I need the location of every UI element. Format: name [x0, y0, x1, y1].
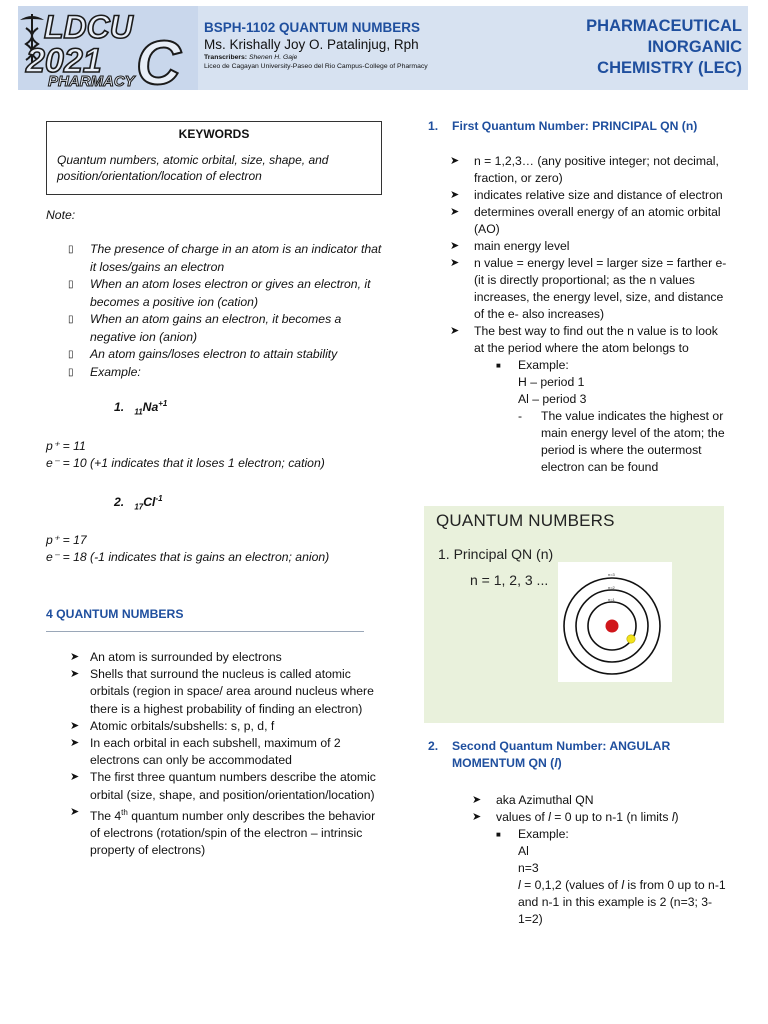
slide-subtitle: 1. Principal QN (n)	[438, 546, 554, 562]
list-item: ➤ In each orbital in each subshell, maximum of 2 electrons can only be accommodated	[70, 736, 341, 768]
subject-title	[522, 16, 742, 79]
principal-example-line: Al – period 3	[518, 392, 587, 406]
subject-line: CHEMISTRY (LEC)	[597, 59, 742, 77]
shell-label: n=2	[608, 585, 615, 590]
arrow-bullet-icon: ➤	[472, 794, 482, 806]
arrow-bullet-icon: ➤	[70, 719, 80, 732]
arrow-bullet-icon: ➤	[70, 771, 80, 784]
example-1-body	[46, 438, 386, 472]
list-item: ▯ When an atom gains an electron, it becomes a negative ion (anion)	[68, 312, 342, 344]
arrow-bullet-icon: ➤	[70, 737, 80, 750]
keywords-text: Quantum numbers, atomic orbital, size, shape, and position/orientation/location of electron	[57, 153, 329, 183]
example-1-heading: 1. $_{11}Na^{+1}$	[114, 399, 168, 417]
example-2-protons: p⁺ = 17	[46, 533, 87, 547]
principal-example-note: - The value indicates the highest or main energy level of the atom; the period is where the outermost electron can be found	[518, 409, 725, 474]
square-bullet-icon: ■	[496, 361, 501, 370]
list-item: ➤ The 4th quantum number only describes the behavior of electrons (rotation/spin of the electron – intrinsic property of electrons)	[70, 805, 376, 858]
keywords-box	[46, 121, 382, 195]
angular-qn-heading: 2. Second Quantum Number: ANGULAR MOMENTUM QN (l)	[428, 739, 671, 770]
list-item: ▯ When an atom loses electron or gives an electron, it becomes a positive ion (cation)	[68, 277, 371, 309]
quantum-numbers-slide	[424, 506, 724, 723]
arrow-bullet-icon: ➤	[472, 811, 482, 823]
example-1-electrons: e⁻ = 10 (+1 indicates that it loses 1 electron; cation)	[46, 455, 325, 470]
course-title: BSPH-1102 QUANTUM NUMBERS	[204, 20, 421, 35]
logo-letter: C	[136, 29, 181, 90]
logo-line3: PHARMACY	[48, 73, 135, 90]
angular-example-line: Al	[518, 844, 529, 858]
subject-line: PHARMACEUTICAL	[586, 17, 742, 35]
school-name: Liceo de Cagayan University-Paseo del Rio Campus-College of Pharmacy	[204, 63, 428, 70]
list-item: ➤ n = 1,2,3… (any positive integer; not decimal, fraction, or zero)	[450, 154, 719, 185]
note-list	[46, 241, 386, 381]
list-item: ➤ Shells that surround the nucleus is called atomic orbitals (region in space/ area around nucleus where there is a highest probability of finding an electron)	[70, 667, 374, 716]
list-item: ▯ The presence of charge in an atom is an indicator that it loses/gains an electron	[68, 242, 382, 274]
shell-label: n=1	[608, 597, 615, 602]
square-bullet-icon: ▯	[68, 349, 74, 360]
right-column	[424, 118, 730, 476]
arrow-bullet-icon: ➤	[450, 325, 460, 337]
angular-qn-list	[424, 792, 730, 826]
transcribers	[204, 53, 504, 62]
list-item: ➤ main energy level	[450, 239, 570, 253]
angular-example-label: ■ Example:	[496, 827, 569, 841]
four-qn-list	[46, 649, 386, 860]
list-item: ➤ Atomic orbitals/subshells: s, p, d, f	[46, 718, 386, 735]
angular-example-line: n=3	[518, 861, 539, 875]
list-item: ▯ Example:	[46, 364, 386, 382]
example-1-protons: p⁺ = 11	[46, 438, 86, 453]
arrow-bullet-icon: ➤	[70, 805, 80, 818]
arrow-bullet-icon: ➤	[450, 189, 460, 201]
principal-qn-list	[424, 153, 730, 357]
slide-title: QUANTUM NUMBERS	[436, 511, 615, 530]
arrow-bullet-icon: ➤	[450, 155, 460, 167]
arrow-bullet-icon: ➤	[450, 257, 460, 269]
atom-shell-diagram	[558, 562, 672, 682]
list-item: ➤ values of l = 0 up to n-1 (n limits l)	[472, 810, 679, 824]
electron-icon	[627, 635, 635, 643]
transcribers-label: Transcribers:	[204, 54, 248, 61]
list-item: ➤ The best way to find out the n value is to look at the period where the atom belongs to	[450, 324, 718, 355]
list-item: ➤ aka Azimuthal QN	[472, 793, 594, 807]
list-item: ➤ determines overall energy of an atomic orbital (AO)	[450, 205, 721, 236]
square-bullet-icon: ▯	[68, 314, 74, 325]
atom-diagram-svg	[558, 562, 672, 682]
list-item: ➤ n value = energy level = larger size = farther e- (it is directly proportional; as the n values increases, the energy level, size, and distance of the e- also increases)	[450, 256, 727, 321]
nucleus-icon	[606, 620, 619, 633]
subject-line: INORGANIC	[647, 38, 742, 56]
angular-qn-section	[424, 738, 730, 928]
arrow-bullet-icon: ➤	[70, 668, 80, 681]
list-item: ▯ An atom gains/loses electron to attain stability	[46, 346, 386, 364]
left-column	[46, 121, 386, 860]
principal-qn-heading: 1. First Quantum Number: PRINCIPAL QN (n)	[428, 119, 698, 133]
list-item: ➤ An atom is surrounded by electrons	[46, 649, 386, 666]
ldcu-pharmacy-logo	[18, 6, 198, 90]
arrow-bullet-icon: ➤	[70, 651, 80, 663]
note-label: Note:	[46, 208, 76, 222]
logo-line2: 2021	[26, 42, 102, 80]
teacher-name: Ms. Krishally Joy O. Patalinjug, Rph	[204, 37, 419, 52]
list-item: ➤ indicates relative size and distance of electron	[450, 188, 723, 202]
example-2-heading: 2. $_{17}Cl^{-1}$	[114, 493, 163, 511]
shell-label: n=3	[608, 572, 615, 577]
square-bullet-icon: ▯	[68, 244, 74, 255]
example-2-electrons: e⁻ = 18 (-1 indicates that is gains an electron; anion)	[46, 550, 330, 564]
four-qn-title: 4 QUANTUM NUMBERS	[46, 606, 364, 632]
square-bullet-icon: ▯	[68, 366, 74, 378]
square-bullet-icon: ■	[496, 830, 501, 839]
angular-example-values: l = 0,1,2 (values of l is from 0 up to n-1 and n-1 in this example is 2 (n=3; 3-1=2)	[518, 878, 726, 926]
dash-bullet-icon: -	[518, 409, 523, 423]
principal-example-line: H – period 1	[518, 375, 585, 389]
principal-example-label: ■ Example:	[496, 358, 569, 372]
header-course-info	[204, 20, 504, 71]
arrow-bullet-icon: ➤	[450, 206, 460, 218]
arrow-bullet-icon: ➤	[450, 240, 460, 252]
example-2-body	[46, 532, 386, 566]
square-bullet-icon: ▯	[68, 279, 74, 290]
slide-formula: n = 1, 2, 3 ...	[470, 572, 549, 588]
keywords-title: KEYWORDS	[178, 127, 250, 141]
list-item: ➤ The first three quantum numbers describe the atomic orbital (size, shape, and position/orientation/location)	[70, 770, 376, 802]
page-header	[18, 6, 748, 90]
logo-line1: LDCU	[44, 9, 133, 45]
transcribers-name: Shenen H. Gaje	[248, 54, 298, 61]
